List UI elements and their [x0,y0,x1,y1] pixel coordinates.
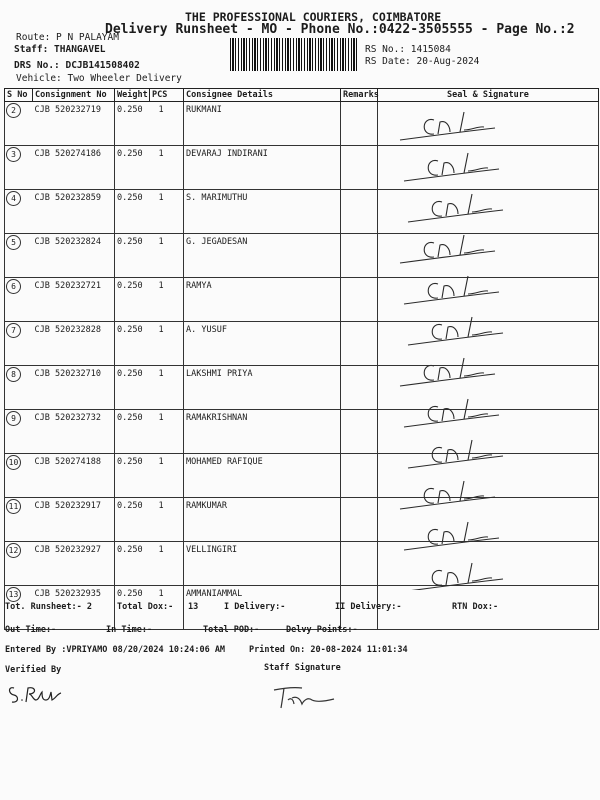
weight-cell: 0.250 [115,542,150,586]
consignee-cell: AMMANIAMMAL [184,586,341,630]
sno-circle: 4 [6,191,21,206]
weight-cell: 0.250 [115,586,150,630]
total-dox-value: 13 [188,602,199,612]
sno-circle: 10 [6,455,21,470]
row-signature-mark [404,276,499,304]
col-remarks: Remarks [341,89,378,102]
remarks-cell [341,234,378,278]
remarks-cell [341,190,378,234]
pcs-cell: 1 [150,278,184,322]
in-time: In Time:- [106,625,153,635]
consignment-cell: CJB 520274188 [33,454,115,498]
staff-signature-label: Staff Signature [264,663,341,673]
pcs-cell: 1 [150,146,184,190]
consignment-cell: CJB 520232927 [33,542,115,586]
consignment-cell: CJB 520232710 [33,366,115,410]
remarks-cell [341,454,378,498]
row-signature-mark [408,440,503,468]
tot-runsheet: Tot. Runsheet:- 2 [5,602,92,612]
row-signature-mark [408,563,503,590]
sno-circle: 13 [6,587,21,602]
row-signature-mark [400,112,495,140]
sno-cell [5,498,33,542]
sno-cell [5,234,33,278]
pcs-cell: 1 [150,454,184,498]
sno-cell [5,190,33,234]
weight-cell: 0.250 [115,190,150,234]
verified-signature [6,680,76,710]
weight-cell: 0.250 [115,454,150,498]
total-dox-label: Total Dox:- [117,602,174,612]
row-signature-mark [400,235,495,263]
remarks-cell [341,366,378,410]
remarks-cell [341,146,378,190]
sno-cell [5,454,33,498]
weight-cell: 0.250 [115,102,150,146]
consignee-cell: G. JEGADESAN [184,234,341,278]
weight-cell: 0.250 [115,498,150,542]
ii-delivery: II Delivery:- [335,602,402,612]
row-signature-mark [408,194,503,222]
consignee-cell: MOHAMED RAFIQUE [184,454,341,498]
consignee-cell: RAMAKRISHNAN [184,410,341,454]
remarks-cell [341,410,378,454]
rs-number: RS No.: 1415084 [365,44,451,55]
barcode [230,38,358,71]
pcs-cell: 1 [150,498,184,542]
row-signature-mark [404,399,499,427]
sno-circle: 12 [6,543,21,558]
sno-circle: 3 [6,147,21,162]
sno-cell [5,542,33,586]
runsheet-title: Delivery Runsheet - MO - Phone No.:0422-3505555 - Page No.:2 [105,22,575,37]
remarks-cell [341,322,378,366]
sno-cell [5,102,33,146]
weight-cell: 0.250 [115,366,150,410]
consignee-cell: VELLINGIRI [184,542,341,586]
sno-circle: 11 [6,499,21,514]
col-pcs: PCS [150,89,184,102]
sno-cell [5,366,33,410]
route-label: Route: P N PALAYAM [16,32,119,43]
drs-number: DRS No.: DCJB141508402 [14,60,140,71]
consignment-cell: CJB 520232828 [33,322,115,366]
pcs-cell: 1 [150,190,184,234]
total-pod: Total POD:- [203,625,260,635]
consignee-cell: RAMKUMAR [184,498,341,542]
col-consignment: Consignment No [33,89,115,102]
col-weight: Weight [115,89,150,102]
pcs-cell: 1 [150,322,184,366]
pcs-cell: 1 [150,542,184,586]
sno-circle: 9 [6,411,21,426]
signature-column-marks [380,100,600,590]
pcs-cell: 1 [150,102,184,146]
printed-on: Printed On: 20-08-2024 11:01:34 [249,645,408,655]
remarks-cell [341,498,378,542]
consignment-cell: CJB 520232859 [33,190,115,234]
company-title: THE PROFESSIONAL COURIERS, COIMBATORE [185,10,442,24]
consignment-cell: CJB 520232732 [33,410,115,454]
remarks-cell [341,542,378,586]
staff-label: Staff: THANGAVEL [14,44,106,55]
row-signature-mark [408,317,503,345]
remarks-cell [341,102,378,146]
i-delivery: I Delivery:- [224,602,286,612]
row-signature-mark [400,358,495,386]
consignment-cell: CJB 520232721 [33,278,115,322]
staff-signature [272,682,352,712]
weight-cell: 0.250 [115,234,150,278]
weight-cell: 0.250 [115,322,150,366]
sno-cell [5,322,33,366]
weight-cell: 0.250 [115,146,150,190]
consignment-cell: CJB 520232824 [33,234,115,278]
consignee-cell: DEVARAJ INDIRANI [184,146,341,190]
sno-circle: 2 [6,103,21,118]
sno-circle: 8 [6,367,21,382]
sno-circle: 7 [6,323,21,338]
sno-cell [5,278,33,322]
consignment-cell: CJB 520232917 [33,498,115,542]
delvy-points: Delvy Points:- [286,625,358,635]
col-seal-signature: Seal & Signature [378,89,599,102]
col-consignee: Consignee Details [184,89,341,102]
row-signature-mark [404,153,499,181]
table-row [5,586,599,630]
vehicle-label: Vehicle: Two Wheeler Delivery [16,73,182,84]
consignment-cell: CJB 520232719 [33,102,115,146]
consignee-cell: RAMYA [184,278,341,322]
consignee-cell: A. YUSUF [184,322,341,366]
sno-cell [5,146,33,190]
pcs-cell: 1 [150,234,184,278]
consignee-cell: RUKMANI [184,102,341,146]
consignee-cell: LAKSHMI PRIYA [184,366,341,410]
out-time: Out Time:- [5,625,57,635]
weight-cell: 0.250 [115,278,150,322]
verified-by-label: Verified By [5,665,62,675]
pcs-cell: 1 [150,410,184,454]
col-sno: S No [5,89,33,102]
sno-circle: 5 [6,235,21,250]
rs-date: RS Date: 20-Aug-2024 [365,56,480,67]
sno-cell [5,410,33,454]
row-signature-mark [404,522,499,550]
sno-circle: 6 [6,279,21,294]
row-signature-mark [400,481,495,509]
consignment-cell: CJB 520274186 [33,146,115,190]
pcs-cell: 1 [150,586,184,630]
consignee-cell: S. MARIMUTHU [184,190,341,234]
weight-cell: 0.250 [115,410,150,454]
remarks-cell [341,278,378,322]
entered-by: Entered By :VPRIYAMO 08/20/2024 10:24:06 AM [5,645,226,655]
pcs-cell: 1 [150,366,184,410]
consignment-cell: CJB 520232935 [33,586,115,630]
rtn-dox: RTN Dox:- [452,602,499,612]
